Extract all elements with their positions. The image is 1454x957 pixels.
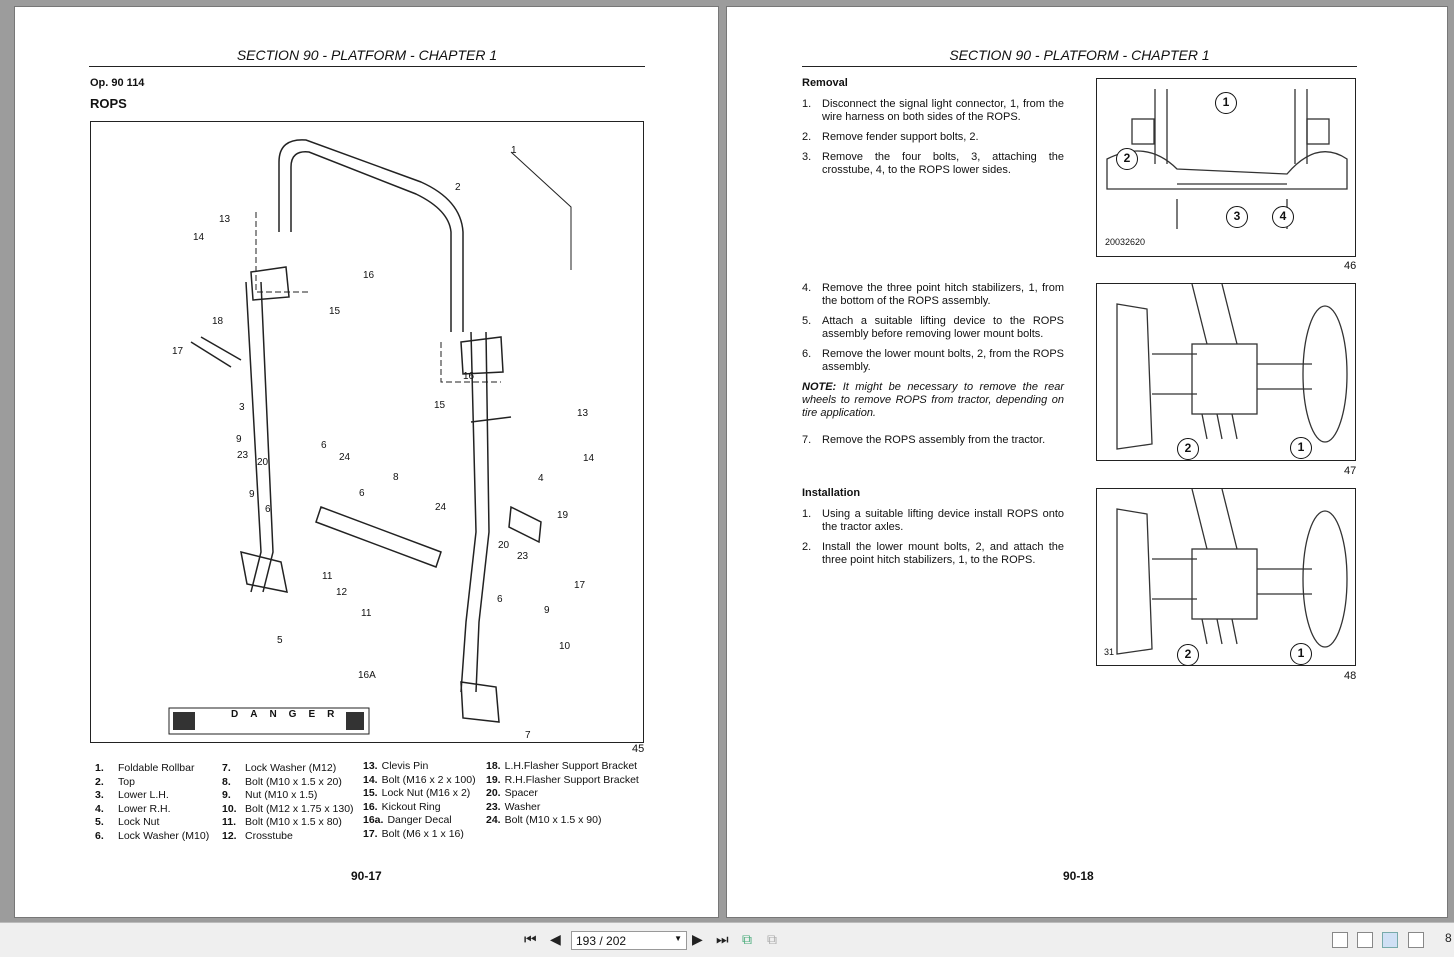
step-text: Remove the lower mount bolts, 2, from the ROPS assembly. xyxy=(822,348,1064,373)
step xyxy=(802,98,1064,124)
item-number: 14. xyxy=(363,773,378,786)
single-page-view-icon[interactable] xyxy=(1332,932,1348,948)
item-name: Bolt (M16 x 2 x 100) xyxy=(381,773,476,786)
item-name: Kickout Ring xyxy=(381,800,441,813)
callout: 4 xyxy=(1272,206,1294,228)
removal-title: Removal xyxy=(802,77,848,89)
item-name: Lower L.H. xyxy=(118,789,169,802)
item-number: 3. xyxy=(95,789,104,802)
callout-label: 16 xyxy=(463,371,475,382)
viewer-toolbar xyxy=(0,922,1454,957)
step-number: 3. xyxy=(802,151,812,163)
page-header: SECTION 90 - PLATFORM - CHAPTER 1 xyxy=(89,47,645,67)
step-text: Remove the three point hitch stabilizers, 1, from the bottom of the ROPS assembly. xyxy=(822,282,1064,307)
page-number: 90-17 xyxy=(351,869,382,883)
legend-item xyxy=(363,760,476,774)
legend-item xyxy=(95,762,209,776)
callout-label: 6 xyxy=(265,504,271,515)
item-number: 13. xyxy=(363,760,378,772)
step-number: 7. xyxy=(802,434,812,446)
callout-label: 20 xyxy=(257,457,269,468)
legend-item xyxy=(95,830,209,844)
item-name: Lock Nut xyxy=(118,816,160,829)
step xyxy=(802,434,1064,447)
callout-label: 9 xyxy=(249,489,255,500)
step-text: Attach a suitable lifting device to the ROPS assembly before removing lower mount bolts. xyxy=(822,315,1064,340)
callout-label: 13 xyxy=(577,408,589,419)
item-number: 7. xyxy=(222,762,231,774)
legend-item xyxy=(222,830,354,844)
step xyxy=(802,131,1064,144)
legend-item xyxy=(95,816,209,830)
prev-page-icon[interactable]: ◀ xyxy=(550,931,561,947)
callout-label: 2 xyxy=(455,182,461,193)
step-text: Using a suitable lifting device install ROPS onto the tractor axles. xyxy=(822,508,1064,533)
item-name: Nut (M10 x 1.5) xyxy=(245,789,318,802)
removal-section xyxy=(802,77,1064,184)
page-header: SECTION 90 - PLATFORM - CHAPTER 1 xyxy=(802,47,1357,67)
item-number: 19. xyxy=(486,773,501,786)
note xyxy=(802,381,1064,420)
callout-label: 11 xyxy=(361,608,372,619)
right-page xyxy=(726,6,1448,918)
item-name: Bolt (M10 x 1.5 x 90) xyxy=(504,814,602,827)
rops-exploded-diagram xyxy=(90,121,644,743)
item-number: 9. xyxy=(222,789,231,802)
step xyxy=(802,541,1064,567)
callout-label: 19 xyxy=(557,510,569,521)
step xyxy=(802,348,1064,374)
legend-item xyxy=(95,789,209,803)
decal-text: DANGER xyxy=(231,709,347,720)
item-name: Lock Nut (M16 x 2) xyxy=(381,787,471,800)
legend-item xyxy=(222,789,354,803)
operation-number: Op. 90 114 xyxy=(90,77,145,89)
item-name: Lower R.H. xyxy=(118,802,171,815)
item-name: Crosstube xyxy=(245,829,293,842)
parts-legend-column xyxy=(95,762,209,844)
item-number: 17. xyxy=(363,827,378,840)
item-number: 11. xyxy=(222,816,237,829)
step-number: 1. xyxy=(802,508,812,520)
callout-label: 18 xyxy=(212,316,224,327)
item-name: Bolt (M6 x 1 x 16) xyxy=(381,827,464,840)
item-name: Bolt (M10 x 1.5 x 80) xyxy=(245,816,342,829)
callout-label: 15 xyxy=(329,306,341,317)
callout-label: 3 xyxy=(239,402,245,413)
figure-48 xyxy=(1096,488,1356,666)
callout-label: 10 xyxy=(559,641,571,652)
note-text: It might be necessary to remove the rear wheels to remove ROPS from tractor, depending on tire application. xyxy=(802,381,1064,419)
callout: 3 xyxy=(1226,206,1248,228)
item-number: 16. xyxy=(363,800,378,813)
callout-label: 6 xyxy=(321,440,327,451)
section-title: ROPS xyxy=(90,96,127,111)
item-name: Washer xyxy=(504,800,541,813)
figure-number: 48 xyxy=(1344,670,1357,682)
step-number: 2. xyxy=(802,131,812,143)
page-value: 193 / 202 xyxy=(576,934,627,948)
item-number: 4. xyxy=(95,802,104,815)
note-label: NOTE: xyxy=(802,381,837,393)
item-number: 12. xyxy=(222,829,237,842)
legend-item xyxy=(363,814,476,828)
legend-item xyxy=(486,801,639,815)
callout: 2 xyxy=(1177,438,1199,460)
callout-label: 24 xyxy=(435,502,447,513)
callout-label: 23 xyxy=(237,450,249,461)
item-number: 8. xyxy=(222,775,231,788)
item-number: 1. xyxy=(95,762,104,774)
callout-label: 16A xyxy=(358,670,376,681)
callout-label: 5 xyxy=(277,635,283,646)
step-text: Disconnect the signal light connector, 1, from the wire harness on both sides of the ROPS. xyxy=(822,98,1064,123)
item-number: 23. xyxy=(486,800,501,813)
item-name: Clevis Pin xyxy=(381,760,429,772)
step-number: 1. xyxy=(802,98,812,110)
callout: 1 xyxy=(1215,92,1237,114)
item-number: 10. xyxy=(222,802,237,815)
item-number: 15. xyxy=(363,787,378,800)
item-number: 24. xyxy=(486,814,501,827)
item-number: 6. xyxy=(95,829,104,842)
item-number: 16a. xyxy=(363,814,384,827)
step xyxy=(802,282,1064,308)
legend-item xyxy=(222,816,354,830)
figure-code: 20032620 xyxy=(1105,237,1146,247)
callout: 1 xyxy=(1290,437,1312,459)
axle-mount-drawing xyxy=(1097,489,1357,667)
callout-label: 4 xyxy=(538,473,544,484)
figure-46 xyxy=(1096,78,1356,257)
legend-item xyxy=(222,803,354,817)
facing-view-icon[interactable] xyxy=(1382,932,1398,948)
legend-item xyxy=(95,776,209,790)
legend-item xyxy=(486,774,639,788)
item-name: R.H.Flasher Support Bracket xyxy=(504,773,639,786)
item-name: Top xyxy=(118,775,135,788)
callout-label: 11 xyxy=(322,571,333,582)
zoom-level[interactable]: 8 xyxy=(1445,931,1452,945)
item-name: Lock Washer (M10) xyxy=(118,829,210,842)
callout-label: 9 xyxy=(236,434,242,445)
item-name: Foldable Rollbar xyxy=(118,762,195,774)
callout-label: 9 xyxy=(544,605,550,616)
legend-item xyxy=(222,762,354,776)
step-text: Remove the ROPS assembly from the tractor. xyxy=(822,434,1046,446)
callout-label: 17 xyxy=(172,346,184,357)
callout-label: 14 xyxy=(583,453,595,464)
step-text: Remove the four bolts, 3, attaching the crosstube, 4, to the ROPS lower sides. xyxy=(822,151,1064,176)
chevron-down-icon[interactable]: ▼ xyxy=(674,934,682,943)
left-page xyxy=(14,6,719,918)
installation-title: Installation xyxy=(802,487,861,499)
page-number-input[interactable] xyxy=(571,931,687,950)
item-number: 5. xyxy=(95,816,104,829)
parts-legend-column xyxy=(363,760,476,842)
callout-label: 15 xyxy=(434,400,446,411)
figure-number: 45 xyxy=(632,743,645,755)
axle-mount-drawing xyxy=(1097,284,1357,462)
callout: 2 xyxy=(1177,644,1199,666)
parts-legend-column xyxy=(486,760,639,828)
first-page-icon[interactable]: ⏮ xyxy=(524,931,537,947)
callout-label: 20 xyxy=(498,540,510,551)
step-number: 6. xyxy=(802,348,812,360)
step xyxy=(802,315,1064,341)
callout-label: 17 xyxy=(574,580,586,591)
legend-item xyxy=(363,801,476,815)
item-name: Danger Decal xyxy=(387,814,452,827)
parts-legend-column xyxy=(222,762,354,844)
step-text: Install the lower mount bolts, 2, and attach the three point hitch stabilizers, 1, to the ROPS. xyxy=(822,541,1064,566)
figure-47 xyxy=(1096,283,1356,461)
legend-item xyxy=(363,828,476,842)
next-view-icon[interactable]: ⧉ xyxy=(767,931,777,947)
previous-view-icon[interactable]: ⧉ xyxy=(742,931,752,947)
callout: 2 xyxy=(1116,148,1138,170)
legend-item xyxy=(486,760,639,774)
item-name: L.H.Flasher Support Bracket xyxy=(504,760,638,772)
figure-number: 47 xyxy=(1344,465,1357,477)
callout-label: 16 xyxy=(363,270,375,281)
callout-label: 8 xyxy=(393,472,399,483)
item-name: Bolt (M12 x 1.75 x 130) xyxy=(245,802,354,815)
callout-label: 1 xyxy=(511,145,517,156)
step xyxy=(802,508,1064,534)
callout-label: 6 xyxy=(359,488,365,499)
continuous-view-icon[interactable] xyxy=(1357,932,1373,948)
callout: 1 xyxy=(1290,643,1312,665)
item-number: 20. xyxy=(486,787,501,800)
legend-item xyxy=(363,774,476,788)
figure-code: 31 xyxy=(1104,647,1115,657)
legend-item xyxy=(363,787,476,801)
removal-steps-continued xyxy=(802,282,1064,454)
step xyxy=(802,151,1064,177)
legend-item xyxy=(95,803,209,817)
item-number: 18. xyxy=(486,760,501,772)
step-number: 5. xyxy=(802,315,812,327)
step-number: 2. xyxy=(802,541,812,553)
step-number: 4. xyxy=(802,282,812,294)
next-page-icon[interactable]: ▶ xyxy=(692,931,703,947)
figure-number: 46 xyxy=(1344,260,1357,272)
callout-label: 6 xyxy=(497,594,503,605)
item-number: 2. xyxy=(95,775,104,788)
installation-section xyxy=(802,487,1064,574)
item-name: Bolt (M10 x 1.5 x 20) xyxy=(245,775,342,788)
callout-label: 14 xyxy=(193,232,205,243)
continuous-facing-view-icon[interactable] xyxy=(1408,932,1424,948)
page-number: 90-18 xyxy=(1063,869,1094,883)
callout-label: 7 xyxy=(525,730,531,741)
item-name: Lock Washer (M12) xyxy=(245,762,337,774)
callout-label: 13 xyxy=(219,214,231,225)
callout-label: 23 xyxy=(517,551,529,562)
legend-item xyxy=(486,787,639,801)
legend-item xyxy=(486,814,639,828)
step-text: Remove fender support bolts, 2. xyxy=(822,131,979,143)
legend-item xyxy=(222,776,354,790)
item-name: Spacer xyxy=(504,787,538,800)
callout-label: 24 xyxy=(339,452,351,463)
last-page-icon[interactable]: ⏭ xyxy=(716,931,729,947)
callout-label: 12 xyxy=(336,587,348,598)
